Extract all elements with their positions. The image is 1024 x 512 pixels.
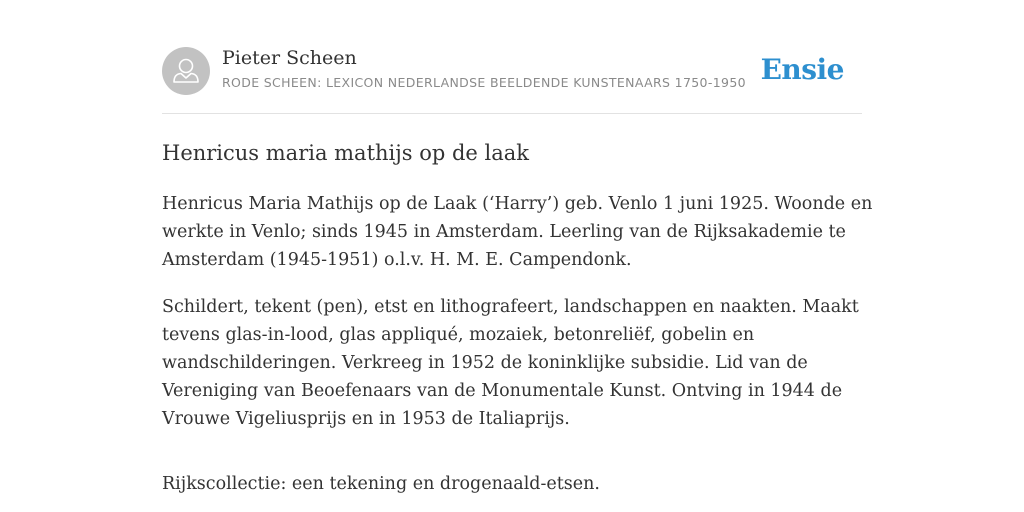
paragraph-work	[162, 293, 862, 433]
text-line: Vrouwe Vigeliusprijs en in 1953 de Italiaprijs.	[162, 409, 570, 429]
avatar[interactable]	[162, 47, 210, 95]
paragraph-biography	[162, 190, 873, 274]
text-line: wandschilderingen. Verkreeg in 1952 de koninklijke subsidie. Lid van de	[162, 353, 808, 373]
header-divider	[162, 113, 862, 114]
text-line: tevens glas-in-lood, glas appliqué, mozaiek, betonreliëf, gobelin en	[162, 325, 755, 345]
text-line: werkte in Venlo; sinds 1945 in Amsterdam. Leerling van de Rijksakademie te	[162, 222, 846, 242]
text-line: Rijkscollectie: een tekening en drogenaald-etsen.	[162, 474, 600, 494]
text-line: Vereniging van Beoefenaars van de Monumentale Kunst. Ontving in 1944 de	[162, 381, 843, 401]
author-name[interactable]: Pieter Scheen	[222, 47, 357, 69]
ensie-logo[interactable]: Ensie	[760, 53, 844, 86]
article-body	[162, 190, 873, 512]
source-publication[interactable]: RODE SCHEEN: LEXICON NEDERLANDSE BEELDENDE KUNSTENAARS 1750-1950	[222, 75, 746, 90]
text-line: Henricus Maria Mathijs op de Laak (‘Harry’) geb. Venlo 1 juni 1925. Woonde en	[162, 194, 873, 214]
paragraph-collection	[162, 470, 862, 498]
text-line: Schildert, tekent (pen), etst en lithografeert, landschappen en naakten. Maakt	[162, 297, 859, 317]
article-header	[162, 46, 862, 96]
user-icon	[162, 47, 210, 95]
page-title: Henricus maria mathijs op de laak	[162, 141, 530, 165]
text-line: Amsterdam (1945-1951) o.l.v. H. M. E. Campendonk.	[162, 250, 632, 270]
